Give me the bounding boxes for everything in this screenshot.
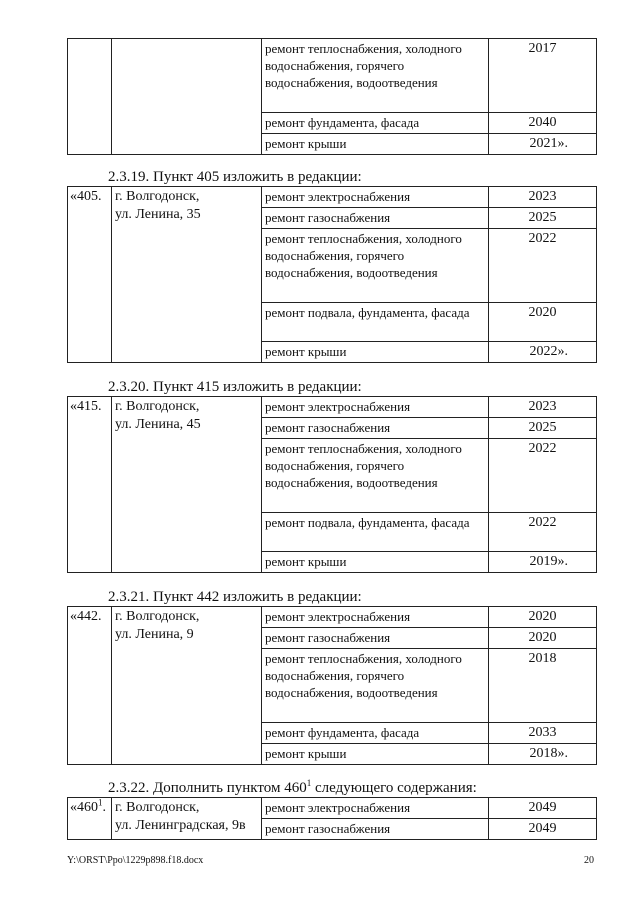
work-cell: ремонт крыши (262, 744, 489, 765)
year-cell: 2033 (489, 723, 597, 744)
work-cell: ремонт подвала, фундамента, фасада (262, 513, 489, 552)
address-cell (112, 39, 262, 155)
table-row (68, 607, 597, 628)
work-cell: ремонт теплоснабжения, холодного водоснабжения, горячего водоснабжения, водоотведения (262, 439, 489, 513)
work-cell: ремонт газоснабжения (262, 628, 489, 649)
work-cell: ремонт подвала, фундамента, фасада (262, 303, 489, 342)
address-street: ул. Ленина, 9 (115, 627, 194, 642)
year-cell: 2022 (489, 229, 597, 303)
item-number: «405. (68, 187, 112, 363)
work-cell: ремонт газоснабжения (262, 418, 489, 439)
table-row (68, 397, 597, 418)
work-cell: ремонт газоснабжения (262, 819, 489, 840)
work-cell: ремонт теплоснабжения, холодного водоснабжения, горячего водоснабжения, водоотведения (262, 39, 489, 113)
table-item-460-1 (67, 797, 597, 840)
year-cell: 2019». (489, 552, 597, 573)
num-cell (68, 39, 112, 155)
address-cell (112, 798, 262, 840)
year-cell: 2018». (489, 744, 597, 765)
work-cell: ремонт крыши (262, 342, 489, 363)
year-cell: 2020 (489, 628, 597, 649)
section-heading-2-3-19: 2.3.19. Пункт 405 изложить в редакции: (108, 169, 362, 185)
address-cell (112, 397, 262, 573)
work-cell: ремонт фундамента, фасада (262, 723, 489, 744)
item-number: «442. (68, 607, 112, 765)
table-item-442 (67, 606, 597, 765)
work-cell: ремонт электроснабжения (262, 187, 489, 208)
address-street: ул. Ленина, 35 (115, 207, 201, 222)
address-city: г. Волгодонск, (115, 399, 200, 414)
section-heading-2-3-22 (108, 779, 477, 797)
year-cell: 2017 (489, 39, 597, 113)
year-cell: 2049 (489, 819, 597, 840)
work-cell: ремонт теплоснабжения, холодного водоснабжения, горячего водоснабжения, водоотведения (262, 229, 489, 303)
footer-page-number: 20 (584, 855, 594, 866)
work-cell: ремонт электроснабжения (262, 798, 489, 819)
address-street: ул. Ленина, 45 (115, 417, 201, 432)
work-cell: ремонт газоснабжения (262, 208, 489, 229)
table-row (68, 187, 597, 208)
item-number-superscript: 1 (98, 797, 103, 808)
section-heading-2-3-21: 2.3.21. Пункт 442 изложить в редакции: (108, 589, 362, 605)
year-cell: 2049 (489, 798, 597, 819)
year-cell: 2040 (489, 113, 597, 134)
table-item-415 (67, 396, 597, 573)
address-cell (112, 607, 262, 765)
address-city: г. Волгодонск, (115, 609, 200, 624)
work-cell: ремонт электроснабжения (262, 607, 489, 628)
item-number (68, 798, 112, 840)
address-city: г. Волгодонск, (115, 189, 200, 204)
year-cell: 2023 (489, 397, 597, 418)
year-cell: 2025 (489, 418, 597, 439)
table-item-405 (67, 186, 597, 363)
year-cell: 2018 (489, 649, 597, 723)
heading-text-tail: следующего содержания: (311, 780, 477, 796)
table-continuation (67, 38, 597, 155)
table-row (68, 798, 597, 819)
section-heading-2-3-20: 2.3.20. Пункт 415 изложить в редакции: (108, 379, 362, 395)
heading-text: 2.3.22. Дополнить пунктом 460 (108, 780, 307, 796)
work-cell: ремонт фундамента, фасада (262, 113, 489, 134)
heading-superscript: 1 (306, 778, 312, 788)
year-cell: 2022 (489, 439, 597, 513)
item-number: «415. (68, 397, 112, 573)
item-number-text: «460 (70, 800, 98, 815)
table-row (68, 39, 597, 113)
year-cell: 2022 (489, 513, 597, 552)
address-cell (112, 187, 262, 363)
year-cell: 2020 (489, 303, 597, 342)
footer-file-path: Y:\ORST\Ppo\1229p898.f18.docx (67, 855, 204, 866)
work-cell: ремонт крыши (262, 134, 489, 155)
year-cell: 2020 (489, 607, 597, 628)
year-cell: 2021». (489, 134, 597, 155)
address-street: ул. Ленинградская, 9в (115, 818, 246, 833)
work-cell: ремонт теплоснабжения, холодного водоснабжения, горячего водоснабжения, водоотведения (262, 649, 489, 723)
item-number-dot: . (102, 800, 106, 815)
work-cell: ремонт электроснабжения (262, 397, 489, 418)
year-cell: 2025 (489, 208, 597, 229)
year-cell: 2023 (489, 187, 597, 208)
address-city: г. Волгодонск, (115, 800, 200, 815)
work-cell: ремонт крыши (262, 552, 489, 573)
year-cell: 2022». (489, 342, 597, 363)
